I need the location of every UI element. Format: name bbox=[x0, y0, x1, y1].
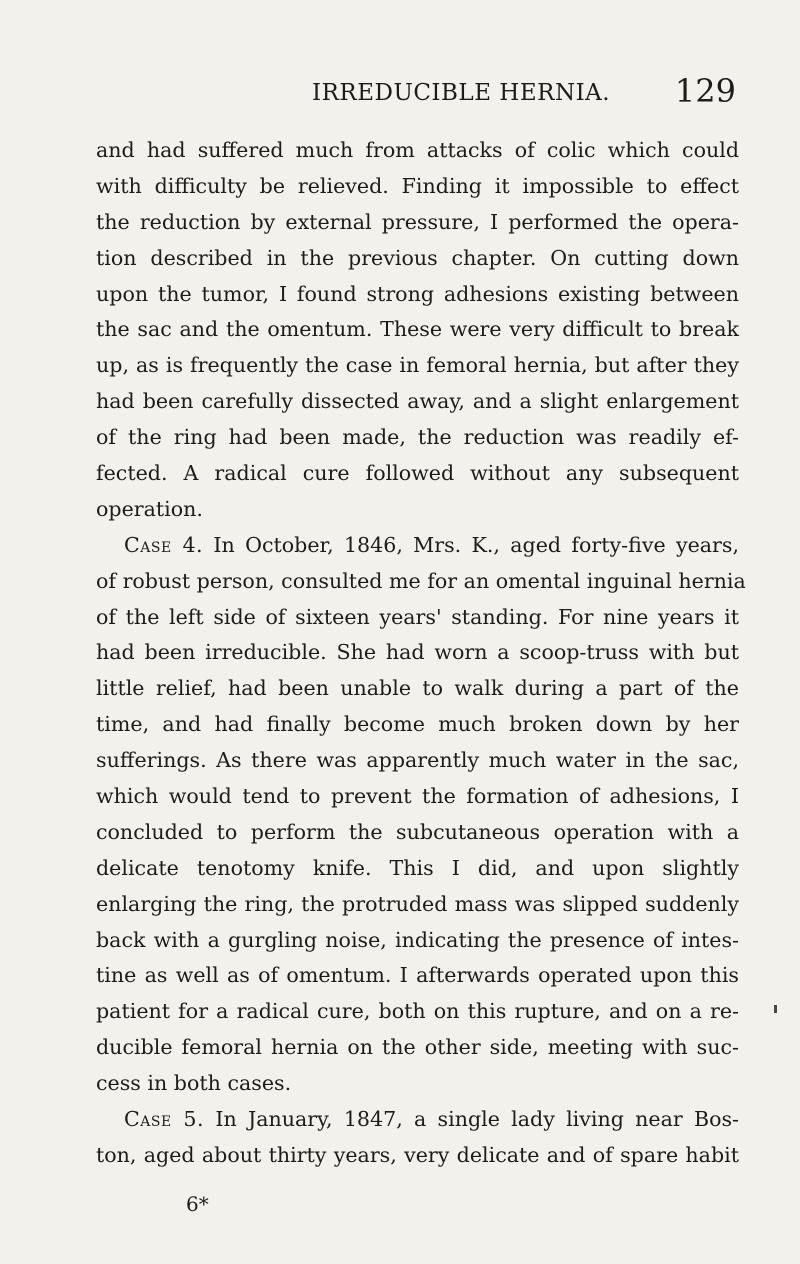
text-line: back with a gurgling noise, indicating the presence of intes- bbox=[96, 927, 739, 952]
running-head bbox=[96, 72, 736, 118]
text-line: tine as well as of omentum. I afterwards operated upon this bbox=[96, 963, 739, 988]
text-line: delicate tenotomy knife. This I did, and upon slightly bbox=[96, 855, 739, 880]
stray-mark bbox=[774, 1005, 777, 1013]
case-4-text: In October, 1846, Mrs. K., aged forty-five years, bbox=[213, 532, 739, 557]
body-text bbox=[96, 133, 746, 1174]
text-line: ducible femoral hernia on the other side, meeting with suc- bbox=[96, 1035, 739, 1060]
text-line: with difficulty be relieved. Finding it impossible to effect bbox=[96, 173, 739, 198]
text-line: sufferings. As there was apparently much water in the sac, bbox=[96, 748, 739, 773]
text-line: the reduction by external pressure, I performed the opera- bbox=[96, 209, 739, 234]
text-line: enlarging the ring, the protruded mass was slipped suddenly bbox=[96, 891, 739, 916]
case-4-first-line bbox=[96, 528, 739, 564]
text-line: operation. bbox=[96, 496, 203, 521]
text-line: time, and had finally become much broken down by her bbox=[96, 712, 739, 737]
text-line: had been carefully dissected away, and a slight enlargement bbox=[96, 389, 739, 414]
text-line: cess in both cases. bbox=[96, 1071, 292, 1096]
text-line: of the left side of sixteen years' standing. For nine years it bbox=[96, 604, 739, 629]
text-line: little relief, had been unable to walk during a part of the bbox=[96, 676, 739, 701]
text-line: patient for a radical cure, both on this rupture, and on a re- bbox=[96, 999, 739, 1024]
text-line: had been irreducible. She had worn a scoop-truss with but bbox=[96, 640, 739, 665]
running-title: IRREDUCIBLE HERNIA. bbox=[312, 80, 611, 106]
text-line: ton, aged about thirty years, very delicate and of spare habit bbox=[96, 1142, 739, 1167]
text-line: upon the tumor, I found strong adhesions existing between bbox=[96, 281, 739, 306]
text-line: tion described in the previous chapter. On cutting down bbox=[96, 245, 739, 270]
case-5-first-line bbox=[96, 1102, 739, 1138]
text-line: concluded to perform the subcutaneous operation with a bbox=[96, 819, 739, 844]
text-line: of the ring had been made, the reduction was readily ef- bbox=[96, 425, 739, 450]
text-line: which would tend to prevent the formation of adhesions, I bbox=[96, 784, 739, 809]
case-4-label: Case 4. bbox=[124, 532, 204, 557]
case-5-label: Case 5. bbox=[124, 1107, 205, 1132]
text-line: the sac and the omentum. These were very difficult to break bbox=[96, 317, 739, 342]
text-line: up, as is frequently the case in femoral hernia, but after they bbox=[96, 353, 739, 378]
text-line: and had suffered much from attacks of colic which could bbox=[96, 138, 739, 162]
case-5-text: In January, 1847, a single lady living near Bos- bbox=[215, 1107, 740, 1132]
page-number: 129 bbox=[674, 72, 736, 110]
text-line: fected. A radical cure followed without any subsequent bbox=[96, 461, 739, 486]
text-line: of robust person, consulted me for an omental inguinal hernia bbox=[96, 568, 746, 593]
signature-mark: 6* bbox=[186, 1192, 209, 1216]
